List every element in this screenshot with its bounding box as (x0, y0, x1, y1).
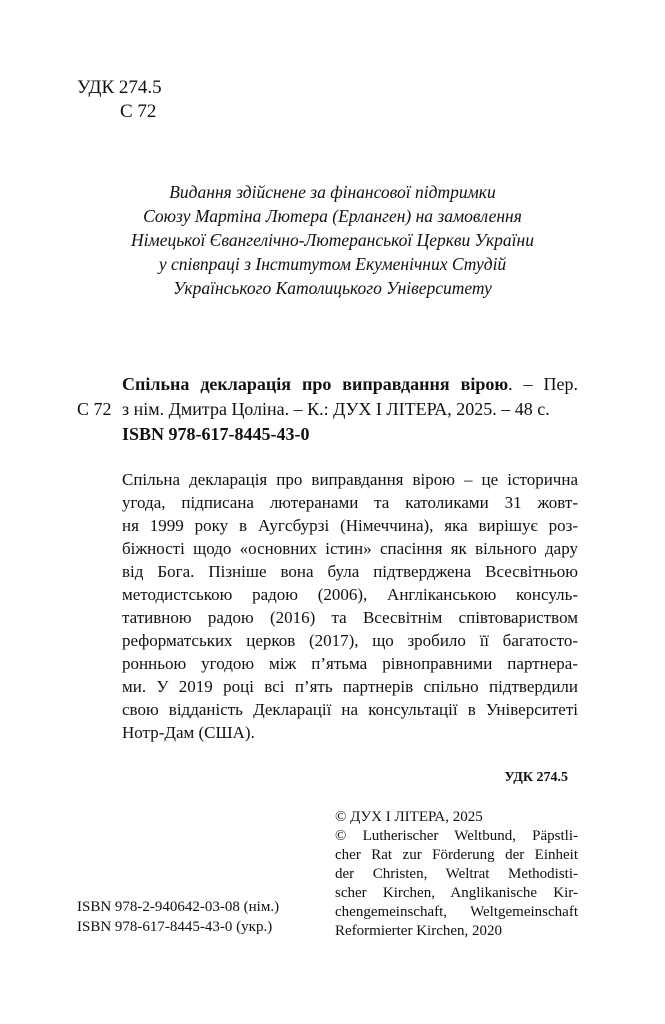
abstract-line: угода, підписана лютеранами та католиками 31 жовт- (122, 493, 578, 512)
copyright-block (335, 808, 578, 941)
udk-code: УДК 274.5 (77, 77, 162, 98)
sponsor-line: Німецької Євангелічно-Лютеранської Церкви України (131, 230, 534, 250)
translation-note: . – Пер. (508, 374, 578, 394)
abstract-line: від Бога. Пізніше вона була підтверджена Всесвітньою (122, 562, 578, 581)
book-title: Спільна декларація про виправдання вірою (122, 374, 509, 394)
bibliographic-record (122, 372, 578, 447)
abstract-line: ня 1999 року в Аугсбурзі (Німеччина), яка вирішує роз- (122, 516, 578, 535)
udk-bottom: УДК 274.5 (504, 770, 568, 785)
sponsor-line: у співпраці з Інститутом Екуменічних Студій (158, 254, 507, 274)
record-isbn: ISBN 978-617-8445-43-0 (122, 424, 310, 444)
abstract-line: Спільна декларація про виправдання вірою – це історична (122, 470, 578, 489)
record-title-line (122, 372, 578, 397)
sponsor-line: Союзу Мартіна Лютера (Ерланген) на замовлення (143, 206, 522, 226)
abstract-line: свою відданість Декларації на консультації в Університеті (122, 700, 578, 719)
abstract-line: Нотр-Дам (США). (122, 723, 255, 742)
sponsor-line: Видання здійснене за фінансової підтримки (169, 182, 496, 202)
copyright-line: Reformierter Kirchen, 2020 (335, 923, 503, 939)
abstract (122, 468, 578, 744)
imprint-line: з нім. Дмитра Цоліна. – К.: ДУХ І ЛІТЕРА, 2025. – 48 с. (122, 399, 550, 419)
classification-block (77, 76, 162, 124)
sponsor-line: Українського Католицького Університету (173, 278, 492, 298)
copyright-line: © ДУХ І ЛІТЕРА, 2025 (335, 809, 483, 825)
copyright-line: chengemeinschaft, Weltgemeinschaft (335, 904, 578, 920)
record-cutter-code: С 72 (77, 399, 112, 419)
copyright-line: der Christen, Weltrat Methodisti- (335, 866, 578, 882)
isbn-ukrainian: ISBN 978-617-8445-43-0 (укр.) (77, 919, 273, 935)
abstract-line: реформатських церков (2017), що зробило її багатосто- (122, 631, 578, 650)
abstract-line: тативною радою (2016) та Всесвітнім співтовариством (122, 608, 578, 627)
abstract-line: біжності щодо «основних істин» спасіння як вільного дару (122, 539, 578, 558)
copyright-line: scher Kirchen, Anglikanische Kir- (335, 885, 578, 901)
abstract-line: ми. У 2019 році всі п’ять партнерів спільно підтвердили (122, 677, 578, 696)
isbn-list (77, 897, 279, 937)
copyright-line: cher Rat zur Förderung der Einheit (335, 847, 578, 863)
abstract-line: методистською радою (2006), Англіканською консуль- (122, 585, 578, 604)
abstract-line: ронньою угодою між п’ятьма рівноправними партнера- (122, 654, 578, 673)
cutter-code: С 72 (120, 101, 157, 122)
sponsor-note (60, 180, 605, 300)
isbn-german: ISBN 978-2-940642-03-08 (нім.) (77, 899, 280, 915)
copyright-line: © Lutherischer Weltbund, Päpstli- (335, 828, 578, 844)
